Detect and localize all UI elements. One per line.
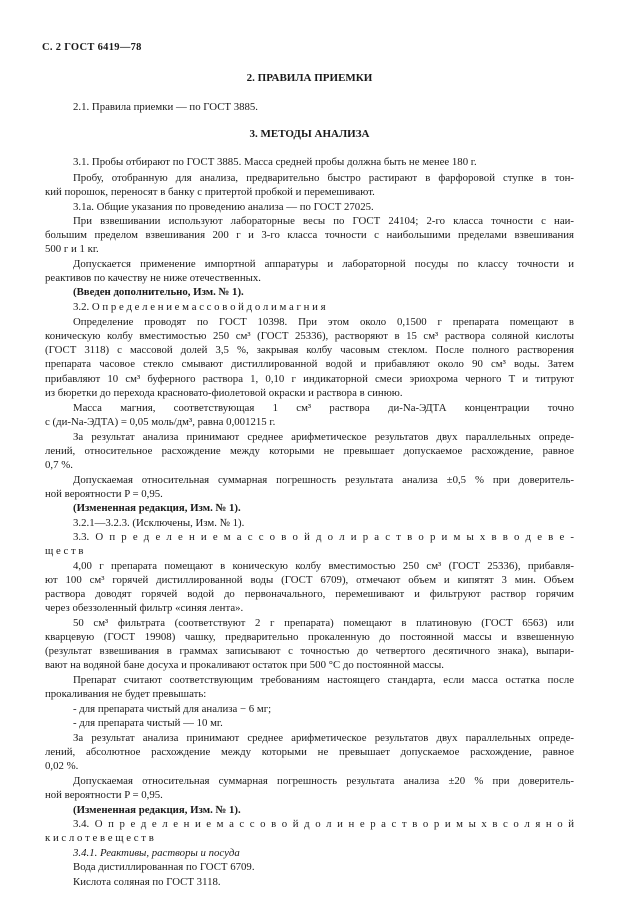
text-line: Допускаемая относительная суммарная погрешность результата анализа ±20 % при доверитель- [73,775,574,787]
paragraph-2-1: 2.1. Правила приемки — по ГОСТ 3885. [73,101,259,113]
text-line: Допускаемая относительная суммарная погрешность результата анализа ±0,5 % при доверитель- [73,474,574,486]
text-line: 0,7 %. [45,459,73,471]
text-line: из бюретки до перехода красновато-фиолетовой окраски и раствора в синюю. [45,387,403,399]
text-line: При взвешивании используют лабораторные весы по ГОСТ 24104; 2-го класса точности с наи- [73,215,574,227]
text-line: 3.4. О п р е д е л е н и е м а с с о в о й д о л и н е р а с т в о р и м ы х в с о л я н о й [73,818,574,830]
text-line: 500 г и 1 кг. [45,243,99,255]
text-line: 3.1. Пробы отбирают по ГОСТ 3885. Масса средней пробы должна быть не менее 180 г. [73,156,477,168]
text-line: ной вероятности P = 0,95. [45,789,163,801]
text-line: кий порошок, переносят в банку с притертой пробкой и перемешивают. [45,186,375,198]
text-line: реактивов по качеству не ниже отечественных. [45,272,261,284]
section-3-title: 3. МЕТОДЫ АНАЛИЗА [249,128,370,140]
text-line: ной вероятности P = 0,95. [45,488,163,500]
text-line: 3.2. О п р е д е л е н и е м а с с о в о й д о л и м а г н и я [73,301,326,313]
text-line: к и с л о т е в е щ е с т в [45,832,154,844]
text-line: (Измененная редакция, Изм. № 1). [73,804,241,816]
text-line: За результат анализа принимают среднее арифметическое результатов двух параллельных опреде- [73,732,574,744]
section-2-title: 2. ПРАВИЛА ПРИЕМКИ [246,72,373,84]
text-line: Допускается применение импортной аппаратуры и лабораторной посуды по классу точности и [73,258,574,270]
text-line: 3.2.1—3.2.3. (Исключены, Изм. № 1). [73,517,245,529]
text-line: - для препарата чистый для анализа − 6 мг; [73,703,272,715]
text-line: 4,00 г препарата помещают в коническую колбу вместимостью 250 см³ (ГОСТ 25336), прибавля- [73,560,574,572]
text-line: (ГОСТ 3118) с массовой долей 3,5 %, закрывая колбу часовым стеклом. После полного растворения [45,344,574,356]
text-line: кварцевую (ГОСТ 19908) чашку, предварительно прокаленную до постоянной массы и взвешенную [45,631,574,643]
text-line: c (ди-Na-ЭДТА) = 0,05 моль/дм³, равна 0,001215 г. [45,416,276,428]
text-line: Кислота соляная по ГОСТ 3118. [73,876,221,888]
text-line: раствора доводят горячей водой до первоначального, перемешивают и фильтруют раствор горячим [45,588,574,600]
text-line: 3.1а. Общие указания по проведению анализа — по ГОСТ 27025. [73,201,374,213]
text-line: прибавляют 10 см³ буферного раствора 1, 0,10 г индикаторной смеси эриохрома черного Т и титруют [45,373,574,385]
text-line: (результат взвешивания в граммах записывают с точностью до четвертого десятичного знака), выпари- [45,645,574,657]
text-line: прокаливания не будет превышать: [45,688,207,700]
text-line: Масса магния, соответствующая 1 см³ раствора ди-Na-ЭДТА концентрации точно [73,402,574,414]
text-line: Определение проводят по ГОСТ 10398. При этом около 0,1500 г препарата помещают в [73,316,574,328]
text-line: Пробу, отобранную для анализа, предварительно быстро растирают в фарфоровой ступке в тон- [73,172,574,184]
text-line: коническую колбу вместимостью 250 см³ (ГОСТ 25336), растворяют в 15 см³ раствора соляной кислоты [45,330,574,342]
text-line: (Измененная редакция, Изм. № 1). [73,502,241,514]
text-line: (Введен дополнительно, Изм. № 1). [73,286,244,298]
text-line: лений, относительное расхождение между которыми не превышает допускаемое расхождение, равное [45,445,574,457]
text-line: вают на водяной бане досуха и прокаливают остаток при 500 °С до постоянной массы. [45,659,444,671]
text-line: Препарат считают соответствующим требованиям настоящего стандарта, если масса остатка после [73,674,574,686]
text-line: лений, абсолютное расхождение между которыми не превышает допускаемое расхождение, равное [45,746,574,758]
text-line: Вода дистиллированная по ГОСТ 6709. [73,861,255,873]
text-line: 3.3. О п р е д е л е н и е м а с с о в о й д о л и р а с т в о р и м ы х в в о д е в е - [73,531,574,543]
text-line: За результат анализа принимают среднее арифметическое результатов двух параллельных опреде- [73,431,574,443]
text-line: - для препарата чистый — 10 мг. [73,717,223,729]
text-line: щ е с т в [45,545,84,557]
text-line: 0,02 %. [45,760,79,772]
text-line: 50 см³ фильтрата (соответствуют 2 г препарата) помещают в платиновую (ГОСТ 6563) или [73,617,574,629]
text-line: 3.4.1. Реактивы, растворы и посуда [73,847,240,859]
text-line: препарата часовое стекло смывают дистиллированной водой и прибавляют около 90 см³ воды. Затем [45,358,574,370]
page-header: С. 2 ГОСТ 6419—78 [42,42,142,53]
text-line: большим пределом взвешивания 200 г и 3-го класса точности с наибольшими пределами взвешивания [45,229,574,241]
text-line: через обеззоленный фильтр «синяя лента». [45,602,244,614]
text-line: ют 100 см³ горячей дистиллированной воды (ГОСТ 6709), отмечают объем и кипятят 3 мин. Объем [45,574,574,586]
